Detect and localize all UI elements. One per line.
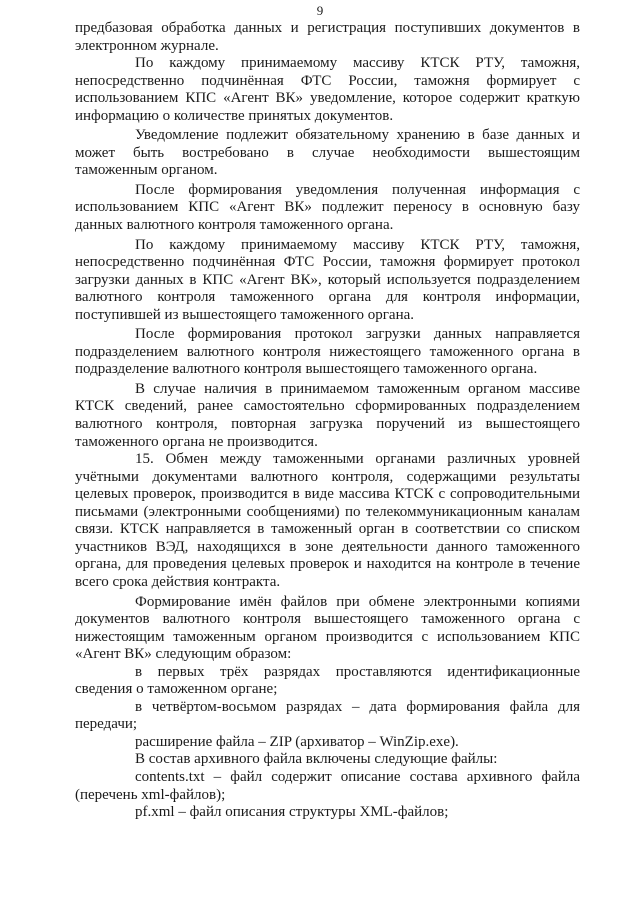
paragraph: После формирования протокол загрузки данных направляется подразделением валютного контроля нижестоящего таможенного органа в подразделение валютного контроля вышестоящего таможенного органа. bbox=[75, 326, 580, 378]
page-number: 9 bbox=[316, 3, 324, 18]
body-text bbox=[75, 20, 580, 822]
paragraph: По каждому принимаемому массиву КТСК РТУ, таможня, непосредственно подчинённая ФТС России, таможня формирует протокол загрузки данных в КПС «Агент ВК», который используется подразделением валютного контроля таможенного органа для контроля информации, поступившей из вышестоящего таможенного органа. bbox=[75, 236, 580, 323]
paragraph: 15. Обмен между таможенными органами различных уровней учётными документами валютного контроля, содержащими результаты целевых проверок, производится в виде массива КТСК с сопроводительными письмами (электронными сообщениями) по телекоммуникационным каналам связи. КТСК направляется в таможенный орган в соответствии со списком участников ВЭД, находящихся в зоне деятельности данного таможенного органа, для проведения целевых проверок и находится на контроле в течение всего срока действия контракта. bbox=[75, 451, 580, 590]
list-item: pf.xml – файл описания структуры XML-файлов; bbox=[135, 804, 449, 821]
list-item: расширение файла – ZIP (архиватор – WinZip.exe). bbox=[135, 733, 459, 750]
paragraph: Формирование имён файлов при обмене электронными копиями документов валютного контроля вышестоящего таможенного органа с нижестоящим таможенным органом производится с использованием КПС «Агент ВК» следующим образом: bbox=[75, 593, 580, 663]
paragraph: В случае наличия в принимаемом таможенным органом массиве КТСК сведений, ранее самостоятельно сформированных подразделением валютного контроля, повторная загрузка поручений из вышестоящего таможенного органа не производится. bbox=[75, 380, 580, 450]
paragraph: предбазовая обработка данных и регистрация поступивших документов в электронном журнале. bbox=[75, 20, 580, 54]
list-item: в четвёртом-восьмом разрядах – дата формирования файла для передачи; bbox=[75, 698, 580, 733]
paragraph: В состав архивного файла включены следующие файлы: bbox=[135, 751, 498, 768]
paragraph: Уведомление подлежит обязательному хранению в базе данных и может быть востребовано в случае необходимости вышестоящим таможенным органом. bbox=[75, 127, 580, 179]
paragraph: После формирования уведомления полученная информация с использованием КПС «Агент ВК» подлежит переносу в основную базу данных валютного контроля таможенного органа. bbox=[75, 181, 580, 234]
list-item: в первых трёх разрядах проставляются идентификационные сведения о таможенном органе; bbox=[75, 663, 580, 698]
list-item: contents.txt – файл содержит описание состава архивного файла (перечень xml-файлов); bbox=[75, 768, 580, 803]
paragraph: По каждому принимаемому массиву КТСК РТУ, таможня, непосредственно подчинённая ФТС России, таможня формирует с использованием КПС «Агент ВК» уведомление, которое содержит краткую информацию о количестве принятых документов. bbox=[75, 55, 580, 124]
